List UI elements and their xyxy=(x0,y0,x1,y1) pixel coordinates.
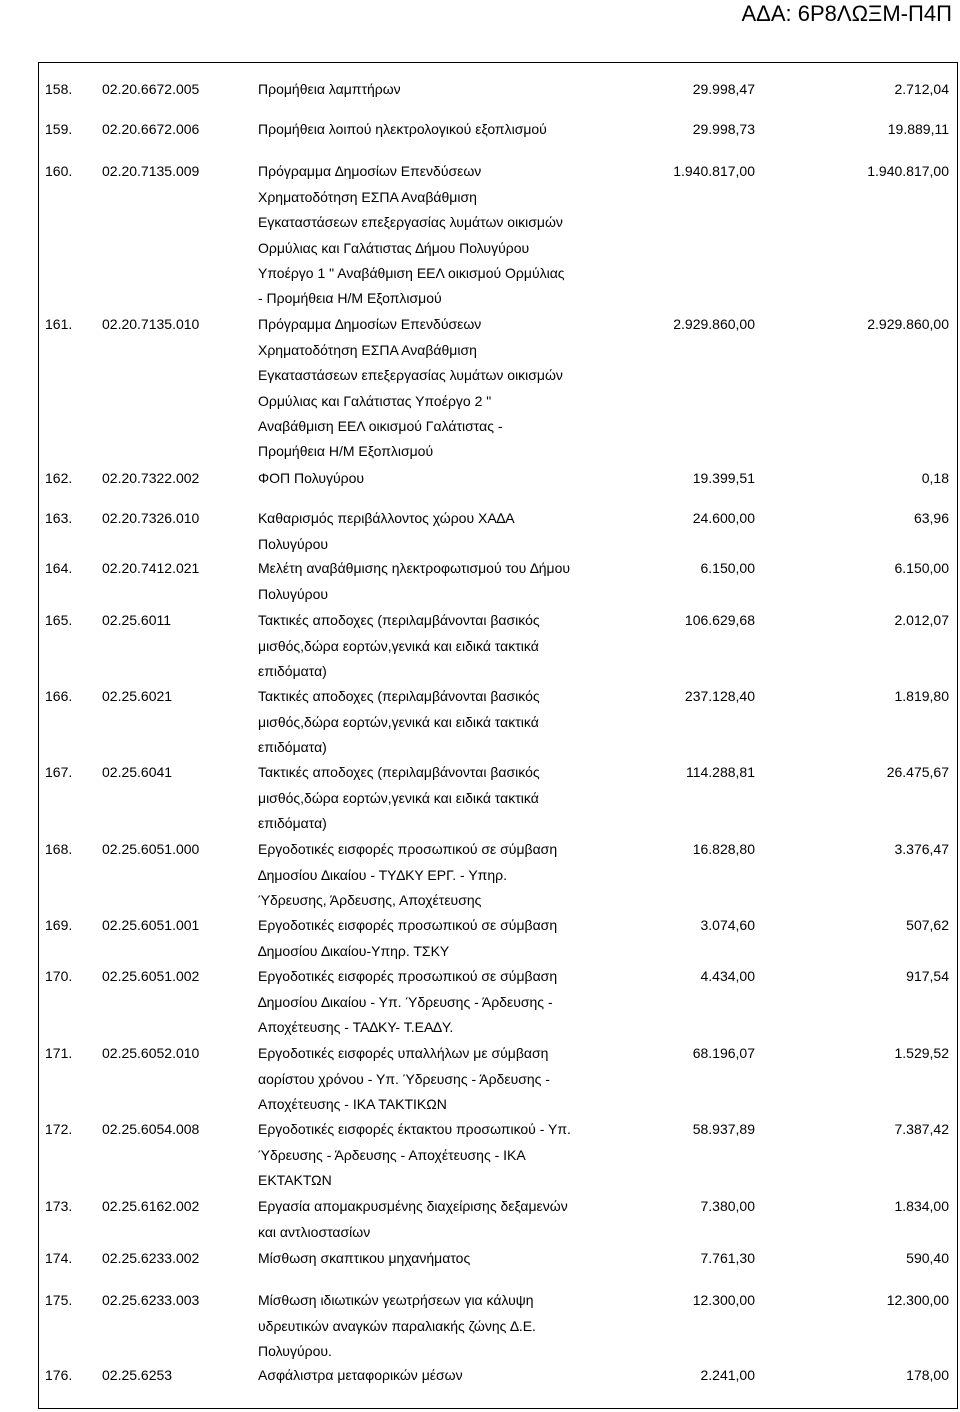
account-code: 02.25.6162.002 xyxy=(102,1198,200,1215)
row-number: 172. xyxy=(45,1121,73,1138)
amount-value-1: 68.196,07 xyxy=(692,1045,755,1062)
row-description xyxy=(258,159,565,311)
account-code: 02.25.6253 xyxy=(102,1367,173,1384)
description-line: επιδόματα) xyxy=(258,663,327,680)
description-line: μισθός,δώρα εορτών,γενικά και ειδικά τακτικά xyxy=(258,637,539,654)
description-line: αορίστου χρόνου - Υπ. Ύδρευσης - Άρδευσης - xyxy=(258,1070,550,1087)
row-number: 171. xyxy=(45,1045,73,1062)
description-line: υδρευτικών αναγκών παραλιακής ζώνης ∆.Ε. xyxy=(258,1317,536,1334)
description-line: μισθός,δώρα εορτών,γενικά και ειδικά τακτικά xyxy=(258,789,539,806)
table-row xyxy=(0,506,960,552)
table-row xyxy=(0,1117,960,1189)
description-line: Χρηματοδότηση ΕΣΠΑ Αναβάθμιση xyxy=(258,341,477,358)
amount-value-1: 7.380,00 xyxy=(700,1198,755,1215)
table-row xyxy=(0,1194,960,1240)
account-code: 02.25.6051.001 xyxy=(102,917,200,934)
description-line: Εργοδοτικές εισφορές υπαλλήλων με σύμβαση xyxy=(258,1045,549,1062)
row-number: 166. xyxy=(45,688,73,705)
account-code: 02.20.7412.021 xyxy=(102,560,200,577)
amount-value-1: 6.150,00 xyxy=(700,560,755,577)
description-line: Μίσθωση σκαπτικου μηχανήματος xyxy=(258,1250,471,1267)
table-row xyxy=(0,1363,960,1389)
amount-value-1: 7.761,30 xyxy=(700,1250,755,1267)
account-code: 02.25.6011 xyxy=(102,612,172,629)
amount-value-1: 29.998,47 xyxy=(692,81,755,98)
row-number: 168. xyxy=(45,841,73,858)
row-number: 176. xyxy=(45,1367,73,1384)
account-code: 02.25.6054.008 xyxy=(102,1121,200,1138)
description-line: Ύδρευσης - Άρδευσης - Αποχέτευσης - ΙΚΑ xyxy=(258,1146,526,1163)
description-line: Πολυγύρου. xyxy=(258,1343,332,1360)
amount-value-2: 6.150,00 xyxy=(894,560,949,577)
description-line: Πρόγραμμα ∆ημοσίων Επενδύσεων xyxy=(258,163,482,180)
table-row xyxy=(0,684,960,756)
description-line: Χρηματοδότηση ΕΣΠΑ Αναβάθμιση xyxy=(258,188,477,205)
account-code: 02.20.7322.002 xyxy=(102,470,200,487)
account-code: 02.25.6021 xyxy=(102,688,173,705)
description-line: Υποέργο 1 " Αναβάθμιση ΕΕΛ οικισμού Ορμύλιας xyxy=(258,264,565,281)
amount-value-2: 3.376,47 xyxy=(894,841,949,858)
row-description xyxy=(258,312,563,464)
amount-value-2: 917,54 xyxy=(906,968,949,985)
amount-value-1: 24.600,00 xyxy=(692,510,755,527)
row-description xyxy=(258,117,547,142)
amount-value-2: 507,62 xyxy=(906,917,949,934)
amount-value-1: 19.399,51 xyxy=(692,470,755,487)
account-code: 02.25.6233.002 xyxy=(102,1250,200,1267)
amount-value-1: 106.629,68 xyxy=(684,612,755,629)
row-description xyxy=(258,684,540,760)
amount-value-1: 1.940.817,00 xyxy=(673,163,755,180)
description-line: Εργασία απομακρυσμένης διαχείρισης δεξαμενών xyxy=(258,1198,568,1215)
description-line: ΦΟΠ Πολυγύρου xyxy=(258,470,365,487)
row-description xyxy=(258,556,570,607)
account-code: 02.20.7135.009 xyxy=(102,163,200,180)
amount-value-1: 2.241,00 xyxy=(700,1367,755,1384)
account-code: 02.25.6051.002 xyxy=(102,968,200,985)
amount-value-1: 2.929.860,00 xyxy=(673,316,755,333)
description-line: Ορμύλιας και Γαλάτιστας ∆ήμου Πολυγύρου xyxy=(258,239,530,256)
description-line: Εγκαταστάσεων επεξεργασίας λυμάτων οικισμών xyxy=(258,214,563,231)
amount-value-2: 7.387,42 xyxy=(894,1121,949,1138)
description-line: ∆ημοσίου ∆ικαίου-Υπηρ. ΤΣΚΥ xyxy=(258,942,450,959)
description-line: Πολυγύρου xyxy=(258,535,329,552)
amount-value-2: 0,18 xyxy=(921,470,949,487)
description-line: Ορμύλιας και Γαλάτιστας Υποέργο 2 " xyxy=(258,392,492,409)
table-row xyxy=(0,466,960,492)
amount-value-2: 2.012,07 xyxy=(894,612,949,629)
description-line: Εργοδοτικές εισφορές προσωπικού σε σύμβαση xyxy=(258,841,558,858)
table-row xyxy=(0,556,960,602)
description-line: Τακτικές αποδοχες (περιλαμβάνονται βασικός xyxy=(258,764,540,781)
row-number: 161. xyxy=(45,316,73,333)
row-description xyxy=(258,1288,536,1364)
row-number: 160. xyxy=(45,163,73,180)
description-line: Εργοδοτικές εισφορές έκτακτου προσωπικού - Υπ. xyxy=(258,1121,571,1138)
account-code: 02.20.7326.010 xyxy=(102,510,200,527)
amount-value-1: 4.434,00 xyxy=(700,968,755,985)
description-line: Αποχέτευσης - ΤΑ∆ΚΥ- Τ.ΕΑ∆Υ. xyxy=(258,1019,454,1036)
row-description xyxy=(258,1246,470,1271)
account-code: 02.25.6052.010 xyxy=(102,1045,200,1062)
row-description xyxy=(258,1194,568,1245)
row-description xyxy=(258,837,557,913)
account-code: 02.25.6041 xyxy=(102,764,173,781)
row-description xyxy=(258,1117,571,1193)
amount-value-2: 1.529,52 xyxy=(894,1045,949,1062)
table-row xyxy=(0,913,960,959)
description-line: Μίσθωση ιδιωτικών γεωτρήσεων για κάλυψη xyxy=(258,1292,534,1309)
row-number: 174. xyxy=(45,1250,73,1267)
description-line: Εργοδοτικές εισφορές προσωπικού σε σύμβαση xyxy=(258,917,558,934)
amount-value-1: 3.074,60 xyxy=(700,917,755,934)
table-row xyxy=(0,312,960,460)
description-line: Τακτικές αποδοχες (περιλαμβάνονται βασικός xyxy=(258,688,540,705)
amount-value-1: 58.937,89 xyxy=(692,1121,755,1138)
table-row xyxy=(0,608,960,680)
amount-value-2: 26.475,67 xyxy=(886,764,949,781)
amount-value-2: 1.834,00 xyxy=(894,1198,949,1215)
row-description xyxy=(258,1363,463,1388)
row-number: 159. xyxy=(45,121,73,138)
table-row xyxy=(0,77,960,103)
description-line: Πολυγύρου xyxy=(258,585,329,602)
amount-value-2: 1.940.817,00 xyxy=(867,163,949,180)
amount-value-2: 590,40 xyxy=(906,1250,949,1267)
description-line: Προμήθεια λαμπτήρων xyxy=(258,81,401,98)
description-line: Προμήθεια λοιπού ηλεκτρολογικού εξοπλισμού xyxy=(258,121,547,138)
row-description xyxy=(258,608,540,684)
row-number: 158. xyxy=(45,81,73,98)
description-line: Αναβάθμιση ΕΕΛ οικισμού Γαλάτιστας - xyxy=(258,417,503,434)
description-line: Αποχέτευσης - ΙΚΑ ΤΑΚΤΙΚΩΝ xyxy=(258,1096,447,1113)
description-line: ∆ημοσίου ∆ικαίου - Υπ. Ύδρευσης - Άρδευσης - xyxy=(258,993,553,1010)
table-row xyxy=(0,1288,960,1360)
description-line: μισθός,δώρα εορτών,γενικά και ειδικά τακτικά xyxy=(258,713,539,730)
description-line: επιδόματα) xyxy=(258,815,327,832)
row-number: 169. xyxy=(45,917,73,934)
row-description xyxy=(258,1041,550,1117)
table-row xyxy=(0,964,960,1036)
amount-value-2: 19.889,11 xyxy=(887,121,949,138)
row-number: 173. xyxy=(45,1198,73,1215)
row-description xyxy=(258,760,540,836)
table-row xyxy=(0,117,960,143)
amount-value-1: 29.998,73 xyxy=(692,121,755,138)
description-line: Καθαρισμός περιβάλλοντος χώρου ΧΑ∆Α xyxy=(258,510,515,527)
row-description xyxy=(258,506,515,557)
description-line: Τακτικές αποδοχες (περιλαμβάνονται βασικός xyxy=(258,612,540,629)
row-description xyxy=(258,466,364,491)
description-line: ΕΚΤΑΚΤΩΝ xyxy=(258,1172,332,1189)
row-number: 165. xyxy=(45,612,73,629)
account-code: 02.25.6233.003 xyxy=(102,1292,200,1309)
amount-value-1: 114.288,81 xyxy=(685,764,755,781)
amount-value-2: 178,00 xyxy=(906,1367,949,1384)
row-description xyxy=(258,964,557,1040)
description-line: και αντλιοστασίων xyxy=(258,1223,371,1240)
row-number: 164. xyxy=(45,560,73,577)
account-code: 02.25.6051.000 xyxy=(102,841,200,858)
row-description xyxy=(258,913,557,964)
table-row xyxy=(0,1246,960,1272)
row-description xyxy=(258,77,401,102)
amount-value-2: 63,96 xyxy=(913,510,949,527)
row-number: 170. xyxy=(45,968,73,985)
amount-value-2: 12.300,00 xyxy=(886,1292,949,1309)
amount-value-1: 12.300,00 xyxy=(692,1292,755,1309)
row-number: 175. xyxy=(45,1292,73,1309)
row-number: 162. xyxy=(45,470,73,487)
amount-value-1: 16.828,80 xyxy=(692,841,755,858)
amount-value-2: 1.819,80 xyxy=(894,688,949,705)
table-row xyxy=(0,159,960,307)
table-row xyxy=(0,1041,960,1113)
ada-code: ΑΔΑ: 6Ρ8ΛΩΞΜ-Π4Π xyxy=(741,1,952,26)
amount-value-2: 2.929.860,00 xyxy=(867,316,949,333)
description-line: Πρόγραμμα ∆ημοσίων Επενδύσεων xyxy=(258,316,482,333)
row-number: 163. xyxy=(45,510,73,527)
description-line: Μελέτη αναβάθμισης ηλεκτροφωτισμού του ∆ήμου xyxy=(258,560,571,577)
description-line: Εγκαταστάσεων επεξεργασίας λυμάτων οικισμών xyxy=(258,367,563,384)
description-line: επιδόματα) xyxy=(258,739,327,756)
table-row xyxy=(0,837,960,909)
account-code: 02.20.7135.010 xyxy=(102,316,200,333)
amount-value-2: 2.712,04 xyxy=(894,81,949,98)
description-line: Εργοδοτικές εισφορές προσωπικού σε σύμβαση xyxy=(258,968,558,985)
description-line: Ασφάλιστρα μεταφορικών μέσων xyxy=(258,1367,463,1384)
amount-value-1: 237.128,40 xyxy=(684,688,755,705)
description-line: ∆ημοσίου ∆ικαίου - ΤΥ∆ΚΥ ΕΡΓ. - Υπηρ. xyxy=(258,866,507,883)
description-line: Προμήθεια Η/Μ Εξοπλισμού xyxy=(258,443,434,460)
account-code: 02.20.6672.006 xyxy=(102,121,200,138)
description-line: - Προμήθεια Η/Μ Εξοπλισμού xyxy=(258,290,442,307)
description-line: Ύδρευσης, Άρδευσης, Αποχέτευσης xyxy=(258,892,482,909)
account-code: 02.20.6672.005 xyxy=(102,81,200,98)
table-row xyxy=(0,760,960,832)
row-number: 167. xyxy=(45,764,73,781)
